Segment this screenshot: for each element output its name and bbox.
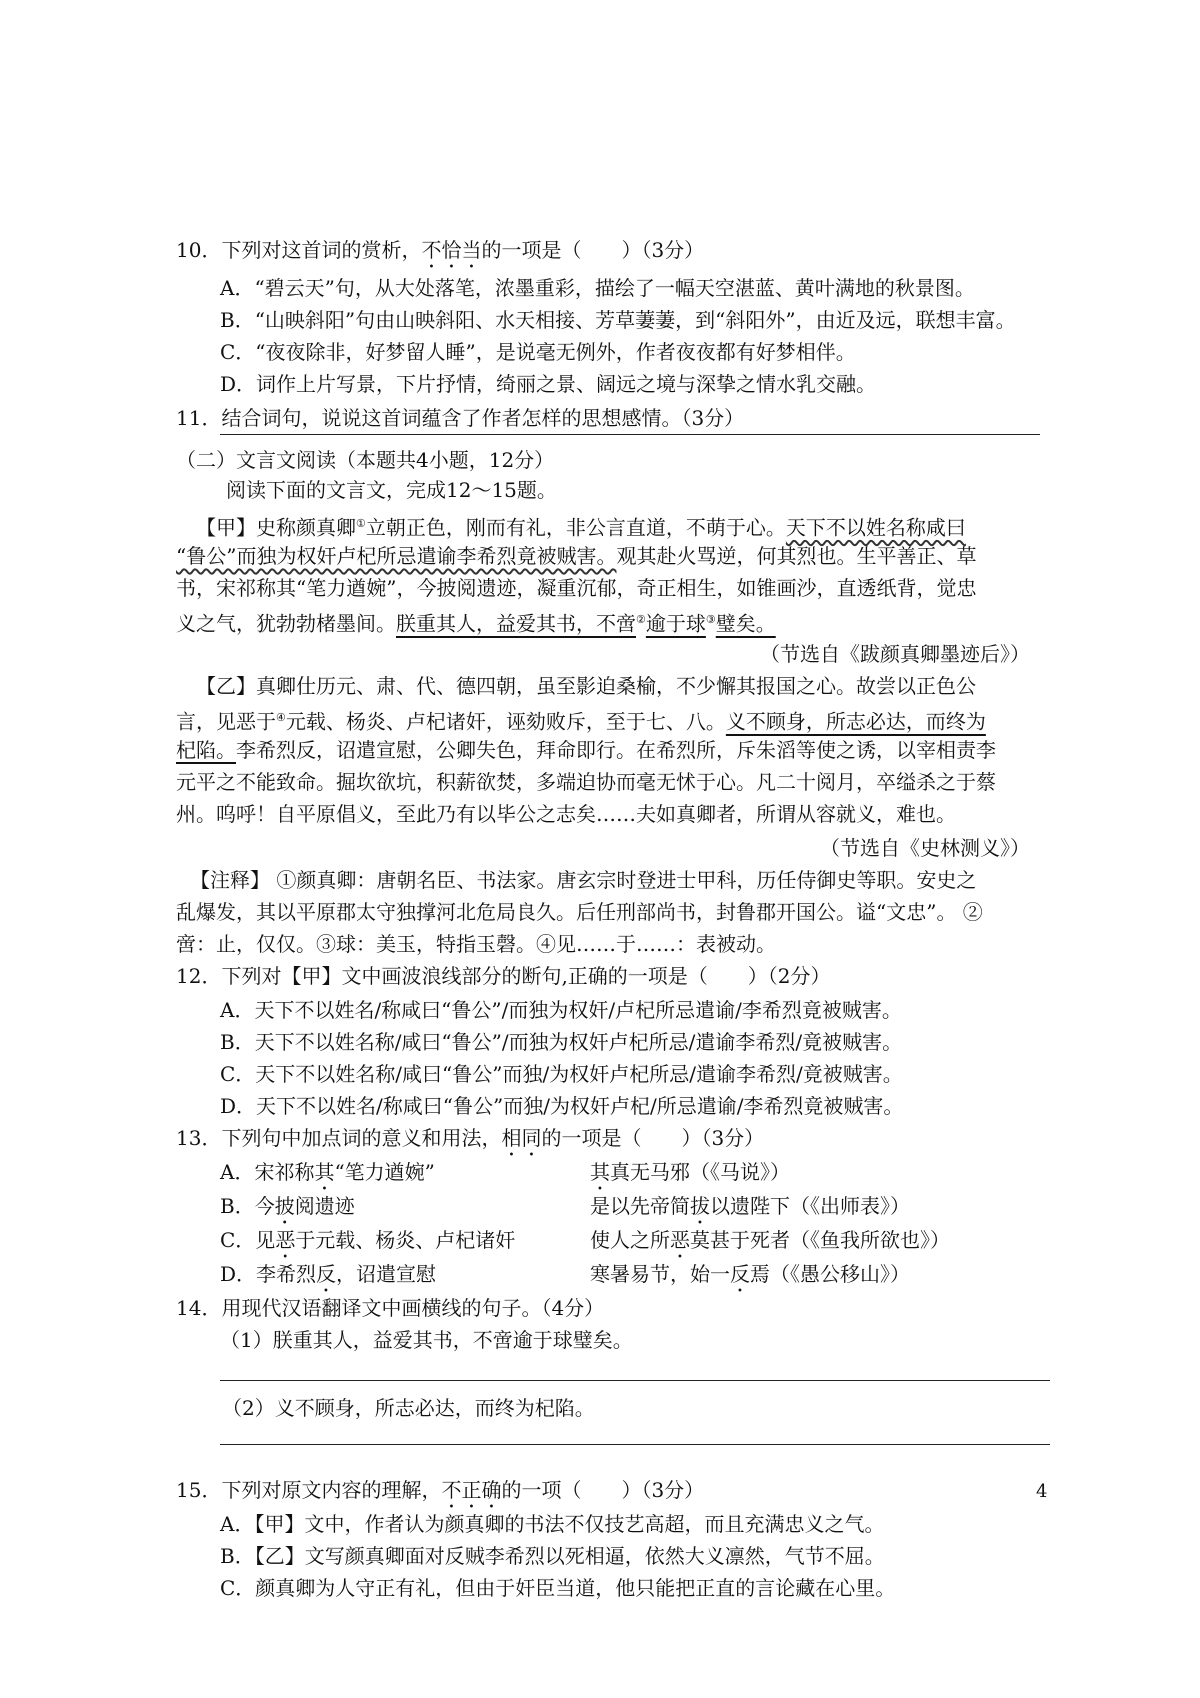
q11-stem: 11．结合词句，说说这首词蕴含了作者怎样的思想感情。（3分） xyxy=(176,406,745,430)
notes-line-3: 啻：止，仅仅。③球：美玉，特指玉磬。④见……于……：表被动。 xyxy=(176,932,776,956)
jia-line-3: 书，宋祁称其“笔力遒婉”，今披阅遗迹，凝重沉郁，奇正相生，如锥画沙，直透纸背，觉忠 xyxy=(176,576,977,600)
q12-option-b: B．天下不以姓名称/咸曰“鲁公”/而独为权奸卢杞所忌/遣谕李希烈/竟被贼害。 xyxy=(220,1030,903,1054)
jia-line-2: “鲁公”而独为权奸卢杞所忌遣谕李希烈竟被贼害。观其赴火骂逆，何其烈也。生平善正、草 xyxy=(176,544,977,568)
yi-source: （节选自《史林测义》） xyxy=(820,836,1030,860)
q14-answer-line-2[interactable] xyxy=(220,1444,1050,1445)
q12-option-a: A．天下不以姓名/称咸曰“鲁公”/而独为权奸/卢杞所忌遣谕/李希烈竟被贼害。 xyxy=(220,998,902,1022)
q12-stem: 12．下列对【甲】文中画波浪线部分的断句,正确的一项是（ ）（2分） xyxy=(176,964,831,988)
page-number: 4 xyxy=(1036,1481,1048,1502)
q14-answer-line-1[interactable] xyxy=(220,1380,1050,1381)
q13-row-a: A．宋祁称其“笔力遒婉” xyxy=(220,1160,435,1184)
q12-option-c: C．天下不以姓名称/咸曰“鲁公”而独/为权奸卢杞所忌/遣谕李希烈/竟被贼害。 xyxy=(220,1062,903,1086)
yi-line-3: 杞陷。李希烈反，诏遣宣慰，公卿失色，拜命即行。在希烈所，斥朱滔等使之诱，以宰相责李 xyxy=(176,738,996,762)
q12-option-d: D．天下不以姓名/称咸曰“鲁公”而独/为权奸卢杞/所忌遣谕/李希烈竟被贼害。 xyxy=(220,1094,904,1118)
yi-line-5: 州。呜呼！自平原倡义，至此乃有以毕公之志矣……夫如真卿者，所谓从容就义，难也。 xyxy=(176,802,956,826)
q13-row-a-compare: 其真无马邪（《马说》） xyxy=(590,1160,790,1184)
q13-stem: 13．下列句中加点词的意义和用法，相同的一项是（ ）（3分） xyxy=(176,1126,765,1150)
q13-row-d-compare: 寒暑易节，始一反焉（《愚公移山》） xyxy=(590,1262,910,1286)
jia-line-4: 义之气，犹勃勃楮墨间。朕重其人，益爱其书，不啻②逾于球③璧矣。 xyxy=(176,611,776,636)
q13-row-b: B．今披阅遗迹 xyxy=(220,1194,355,1218)
section2-intro: 阅读下面的文言文，完成12～15题。 xyxy=(226,478,557,502)
q11-answer-line[interactable] xyxy=(220,434,1040,435)
q10-option-b: B．“山映斜阳”句由山映斜阳、水天相接、芳草萋萋，到“斜阳外”，由近及远，联想丰富。 xyxy=(220,308,1016,332)
q13-row-b-compare: 是以先帝简拔以遗陛下（《出师表》） xyxy=(590,1194,910,1218)
q14-sentence-2: （2）义不顾身，所志必达，而终为杞陷。 xyxy=(222,1396,595,1420)
yi-line-2: 言，见恶于④元载、杨炎、卢杞诸奸，诬劾败斥，至于七、八。义不顾身，所志必达，而终为 xyxy=(176,709,986,734)
yi-line-4: 元平之不能致命。掘坎欲坑，积薪欲焚，多端迫协而毫无怵于心。凡二十阅月，卒缢杀之于蔡 xyxy=(176,770,996,794)
q10-stem: 10．下列对这首词的赏析，不恰当的一项是（ ）（3分） xyxy=(176,238,705,262)
q15-option-b: B．【乙】文写颜真卿面对反贼李希烈以死相逼，依然大义凛然，气节不屈。 xyxy=(220,1544,885,1568)
q14-sentence-1: （1）朕重其人，益爱其书，不啻逾于球璧矣。 xyxy=(220,1328,633,1352)
notes-line-1: 【注释】 ①颜真卿：唐朝名臣、书法家。唐玄宗时登进士甲科，历任侍御史等职。安史之 xyxy=(190,868,977,892)
jia-source: （节选自《跋颜真卿墨迹后》） xyxy=(760,642,1030,666)
q15-option-a: A．【甲】文中，作者认为颜真卿的书法不仅技艺高超，而且充满忠义之气。 xyxy=(220,1512,885,1536)
yi-line-1: 【乙】真卿仕历元、肃、代、德四朝，虽至影迫桑榆，不少懈其报国之心。故尝以正色公 xyxy=(196,674,976,698)
q10-option-d: D．词作上片写景，下片抒情，绮丽之景、阔远之境与深挚之情水乳交融。 xyxy=(220,372,877,396)
q10-option-c: C．“夜夜除非，好梦留人睡”，是说毫无例外，作者夜夜都有好梦相伴。 xyxy=(220,340,856,364)
q13-row-c: C．见恶于元载、杨炎、卢杞诸奸 xyxy=(220,1228,516,1252)
jia-line-1: 【甲】史称颜真卿①立朝正色，刚而有礼，非公言直道，不萌于心。天下不以姓名称咸曰 xyxy=(196,515,966,540)
q15-option-c: C．颜真卿为人守正有礼，但由于奸臣当道，他只能把正直的言论藏在心里。 xyxy=(220,1576,896,1600)
notes-line-2: 乱爆发，其以平原郡太守独撑河北危局良久。后任刑部尚书，封鲁郡开国公。谥“文忠”。 ② xyxy=(176,900,983,924)
q15-stem: 15．下列对原文内容的理解，不正确的一项（ ）（3分） xyxy=(176,1478,705,1502)
q13-row-c-compare: 使人之所恶莫甚于死者（《鱼我所欲也》） xyxy=(590,1228,950,1252)
section2-title: （二）文言文阅读（本题共4小题，12分） xyxy=(176,448,555,472)
q10-option-a: A．“碧云天”句，从大处落笔，浓墨重彩，描绘了一幅天空湛蓝、黄叶满地的秋景图。 xyxy=(220,276,975,300)
q14-stem: 14．用现代汉语翻译文中画横线的句子。（4分） xyxy=(176,1296,605,1320)
q13-row-d: D．李希烈反，诏遣宣慰 xyxy=(220,1262,437,1286)
